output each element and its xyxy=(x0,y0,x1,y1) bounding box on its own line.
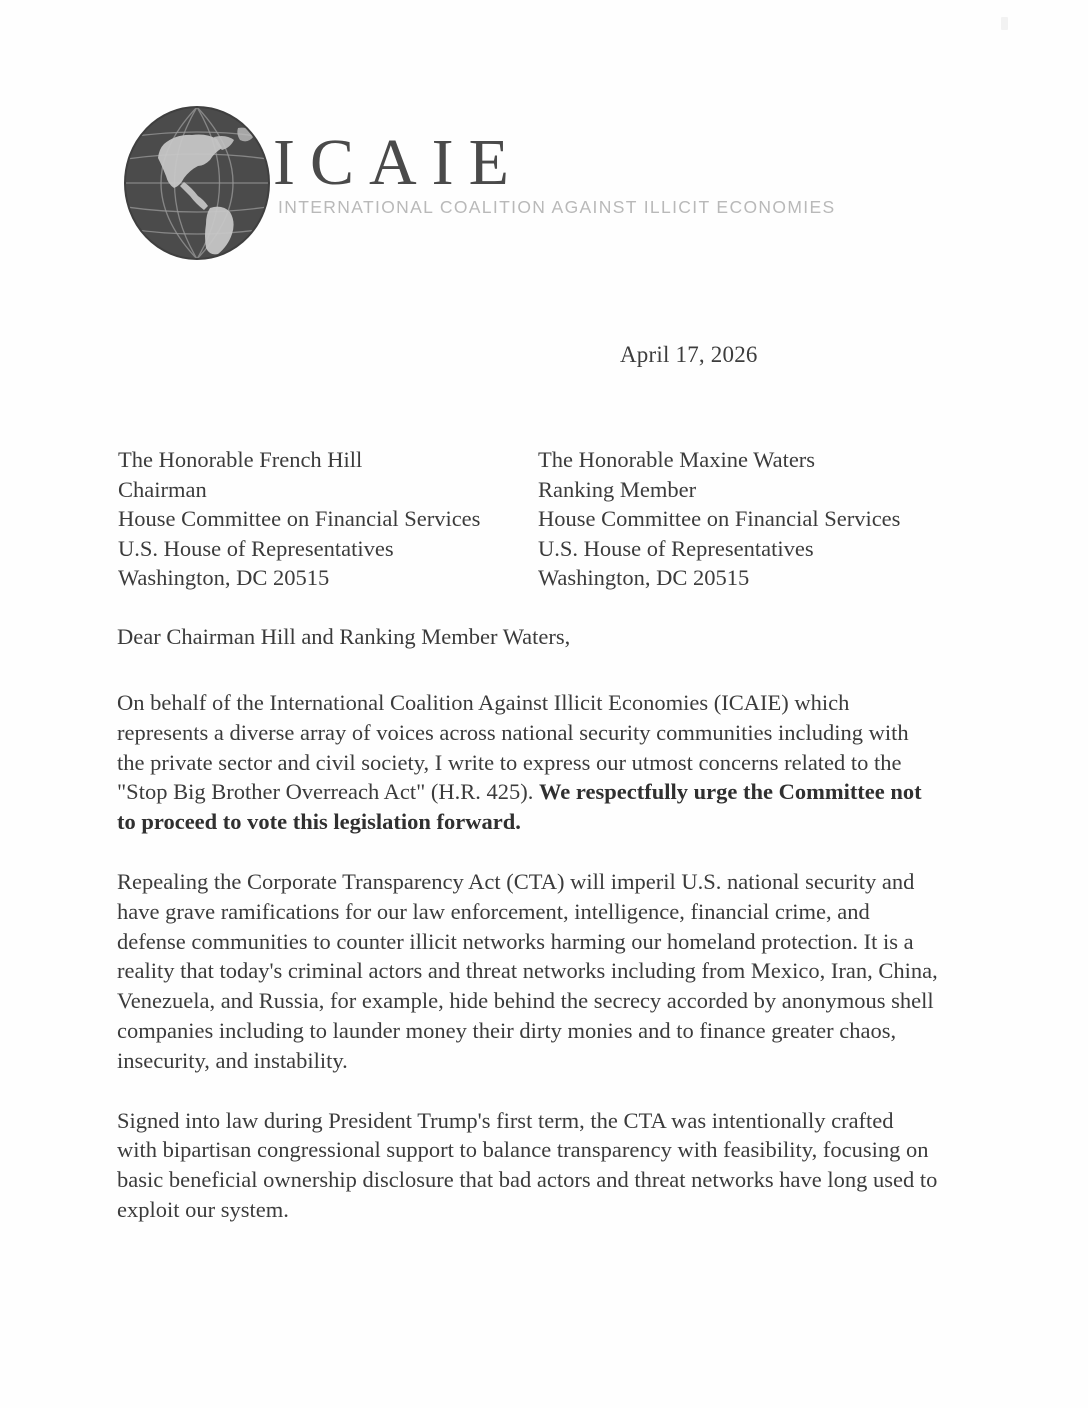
recipient-name: The Honorable Maxine Waters xyxy=(538,447,816,472)
body-paragraph-3: Signed into law during President Trump's first term, the CTA was intentionally crafted with bipartisan congressional support to balance transparency with feasibility, focusing on basic beneficial ownership disclosure that bad actors and threat networks have long used to exploit our system. xyxy=(117,1107,938,1222)
recipient-role: Ranking Member xyxy=(538,476,697,502)
scan-artifact xyxy=(1001,17,1008,30)
recipient-committee: House Committee on Financial Services xyxy=(538,506,901,531)
globe-icon xyxy=(118,104,276,262)
body-paragraph-2: Repealing the Corporate Transparency Act (CTA) will imperil U.S. national security and have grave ramifications for our law enforcement, intelligence, financial crime, and defense communities to counter illicit networks harming our homeland protection. It is a reality that today's criminal actors and threat networks including from Mexico, Iran, China, Venezuela, and Russia, for example, hide behind the secrecy accorded by anonymous shell companies including to launder money their dirty monies and to finance greater chaos, insecurity, and instability. xyxy=(117,868,938,1073)
recipient-name: The Honorable French Hill xyxy=(118,447,363,472)
recipient-role: Chairman xyxy=(118,476,207,502)
recipient-chamber: U.S. House of Representatives xyxy=(118,535,394,561)
organization-tagline: INTERNATIONAL COALITION AGAINST ILLICIT ECONOMIES xyxy=(278,197,836,217)
paragraph-1-lead: On behalf of the International Coalition Against Illicit Economies (ICAIE) which represents a diverse array of voices across national security communities including with the private sector and civil society, I write to express our utmost concerns related to the "Stop Big Brother Overreach Act" (H.R. 425). xyxy=(117,690,909,805)
recipient-committee: House Committee on Financial Services xyxy=(118,506,481,531)
letter-body xyxy=(117,688,939,1225)
recipient-location: Washington, DC 20515 xyxy=(118,565,330,590)
letter-salutation: Dear Chairman Hill and Ranking Member Waters, xyxy=(117,624,571,649)
recipient-chamber: U.S. House of Representatives xyxy=(538,535,814,561)
body-paragraph-1 xyxy=(117,688,939,837)
recipient-address-left xyxy=(118,445,480,593)
recipient-address-right xyxy=(538,445,900,593)
letter-date: April 17, 2026 xyxy=(620,342,758,367)
recipient-location: Washington, DC 20515 xyxy=(538,565,750,590)
organization-wordmark: ICAIE xyxy=(273,126,524,199)
letterhead xyxy=(118,100,878,265)
paragraph-1-emphasis: We respectfully urge the Committee not to proceed to vote this legislation forward. xyxy=(117,779,922,835)
